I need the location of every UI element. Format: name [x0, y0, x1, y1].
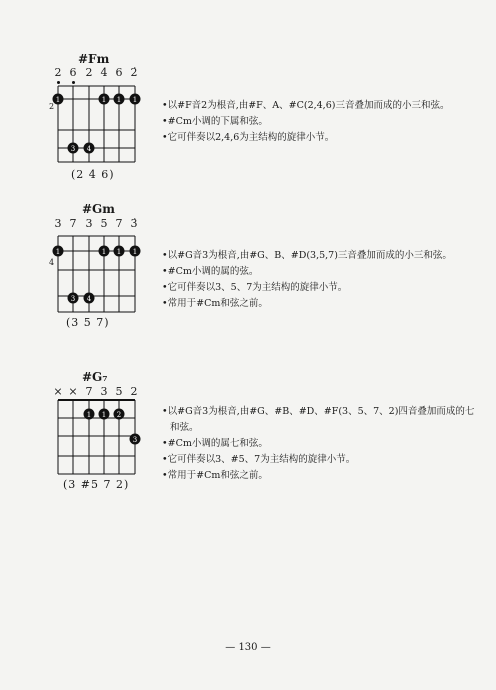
- finger-dot: [114, 94, 125, 105]
- svg-text:1: 1: [132, 248, 138, 256]
- finger-dot: [68, 143, 79, 154]
- description-line: •它可伴奏以3、#5、7为主结构的旋律小节。: [162, 454, 356, 465]
- svg-text:1: 1: [101, 411, 107, 419]
- svg-text:4: 4: [86, 145, 92, 153]
- description-line: •它可伴奏以2,4,6为主结构的旋律小节。: [162, 132, 335, 143]
- finger-dot: [84, 293, 95, 304]
- svg-text:3: 3: [132, 436, 138, 444]
- svg-text:1: 1: [101, 248, 107, 256]
- svg-text:3: 3: [70, 295, 76, 303]
- finger-dot: [99, 94, 110, 105]
- svg-text:1: 1: [101, 96, 107, 104]
- svg-text:1: 1: [55, 96, 61, 104]
- svg-text:2: 2: [116, 411, 122, 419]
- finger-dot: [68, 293, 79, 304]
- top-note: 7: [85, 385, 93, 398]
- chord-description: [162, 404, 474, 484]
- description-line: •以#G音3为根音,由#G、#B、#D、#F(3、5、7、2)四音叠加而成的七: [162, 406, 475, 417]
- top-note: ×: [68, 385, 78, 398]
- svg-text:1: 1: [55, 248, 61, 256]
- description-line: 和弦。: [170, 422, 199, 433]
- page-number: — 130 —: [225, 642, 271, 653]
- finger-dot: [53, 246, 64, 257]
- svg-text:1: 1: [116, 96, 122, 104]
- finger-dot: [84, 409, 95, 420]
- top-note: 7: [115, 217, 123, 230]
- top-note: 2: [85, 66, 93, 79]
- fret-number: 4: [49, 258, 55, 267]
- chord-diagram: [50, 82, 140, 164]
- chord-name: #Gm: [82, 202, 115, 216]
- description-line: •它可伴奏以3、5、7为主结构的旋律小节。: [162, 282, 348, 293]
- description-line: •以#F音2为根音,由#F、A、#C(2,4,6)三音叠加而成的小三和弦。: [162, 100, 450, 111]
- svg-text:3: 3: [70, 145, 76, 153]
- finger-dot: [99, 246, 110, 257]
- chord-notes: (2 4 6): [71, 168, 115, 181]
- top-note: 4: [100, 66, 108, 79]
- chord-notes: (3 5 7): [66, 316, 110, 329]
- finger-dot: [114, 246, 125, 257]
- chord-notes: (3 #5 7 2): [63, 478, 130, 491]
- top-note: 5: [115, 385, 123, 398]
- description-line: •#Cm小调的下属和弦。: [162, 116, 268, 127]
- top-note: 3: [100, 385, 108, 398]
- finger-dot: [130, 94, 141, 105]
- top-note: 7: [69, 217, 77, 230]
- finger-dot: [130, 246, 141, 257]
- description-line: •常用于#Cm和弦之前。: [162, 470, 268, 481]
- chord-diagram: [50, 396, 140, 478]
- top-note: 5: [100, 217, 108, 230]
- description-line: •#Cm小调的属七和弦。: [162, 438, 268, 449]
- top-note: 3: [85, 217, 93, 230]
- chord-description: [162, 98, 449, 146]
- top-note: ×: [53, 385, 63, 398]
- finger-dot: [130, 434, 141, 445]
- svg-text:4: 4: [86, 295, 92, 303]
- top-note: 2: [54, 66, 62, 79]
- svg-text:1: 1: [86, 411, 92, 419]
- chord-description: [162, 248, 452, 312]
- chord-diagram: [50, 232, 140, 314]
- fret-number: 2: [49, 102, 55, 111]
- description-line: •#Cm小调的属的弦。: [162, 266, 259, 277]
- top-note: 6: [69, 66, 77, 79]
- description-line: •以#G音3为根音,由#G、B、#D(3,5,7)三音叠加而成的小三和弦。: [162, 250, 452, 261]
- svg-text:1: 1: [132, 96, 138, 104]
- finger-dot: [84, 143, 95, 154]
- svg-text:1: 1: [116, 248, 122, 256]
- top-note: 6: [115, 66, 123, 79]
- finger-dot: [99, 409, 110, 420]
- finger-dot: [53, 94, 64, 105]
- chord-name: #Fm: [78, 52, 110, 66]
- top-note: 2: [130, 385, 138, 398]
- description-line: •常用于#Cm和弦之前。: [162, 298, 268, 309]
- top-note: 3̇: [130, 217, 138, 230]
- chord-name: #G₇: [82, 370, 108, 384]
- top-note: 3: [54, 217, 62, 230]
- top-note: 2̇: [130, 66, 138, 79]
- finger-dot: [114, 409, 125, 420]
